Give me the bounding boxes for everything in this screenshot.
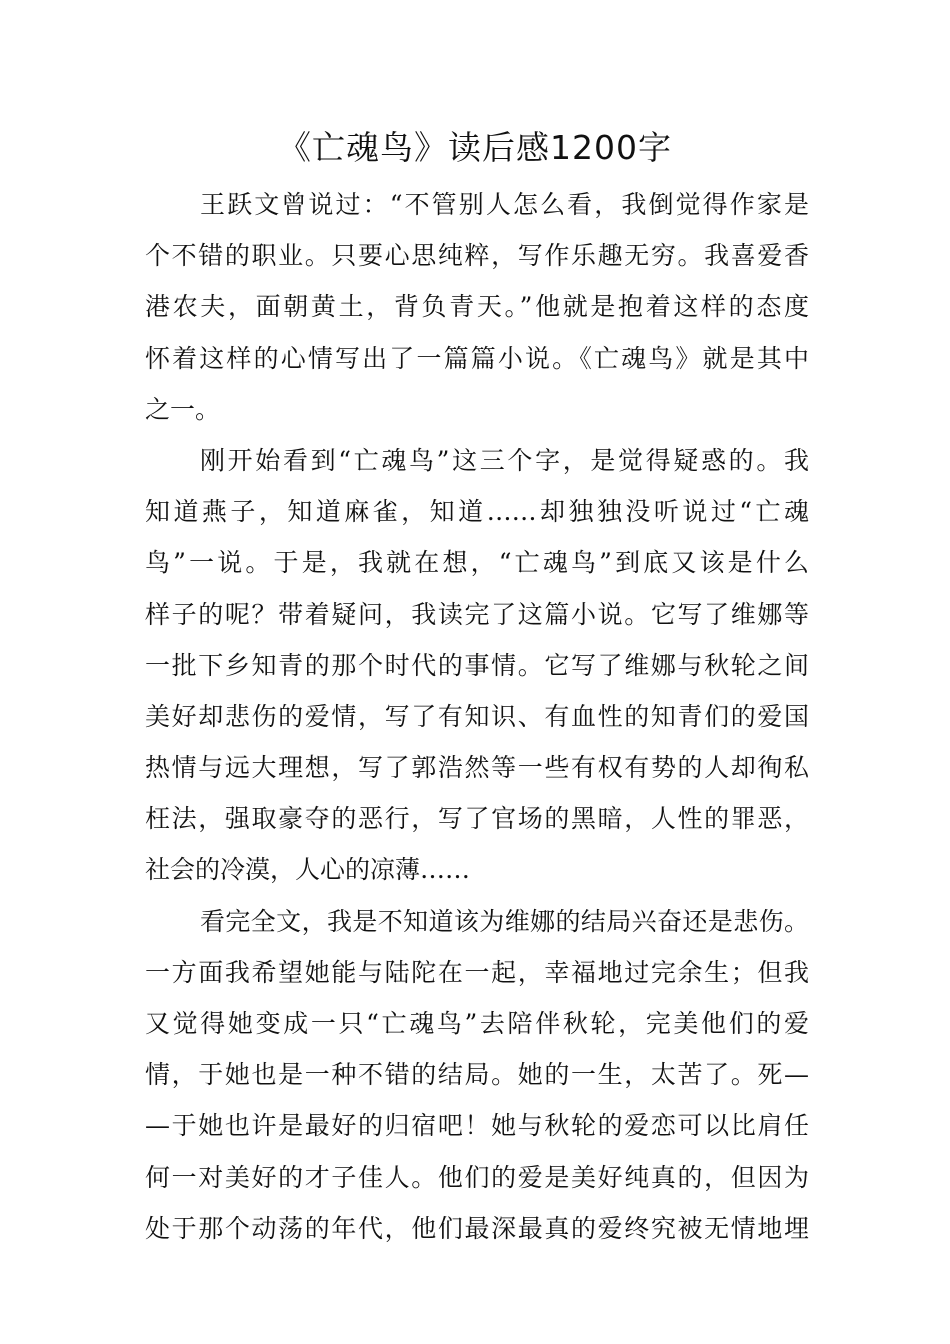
text-line: 又觉得她变成一只“亡魂鸟”去陪伴秋轮，完美他们的爱 <box>145 1009 809 1038</box>
text-line: 看完全文，我是不知道该为维娜的结局兴奋还是悲伤。 <box>200 906 809 936</box>
text-line: 之一。 <box>145 394 221 424</box>
text-line: 样子的呢？带着疑问，我读完了这篇小说。它写了维娜等 <box>145 599 809 629</box>
text-line: 王跃文曾说过：“不管别人怎么看，我倒觉得作家是 <box>200 190 809 219</box>
text-line: 知道燕子，知道麻雀，知道……却独独没听说过“亡魂 <box>145 497 809 527</box>
text-line: 一方面我希望她能与陆陀在一起，幸福地过完余生；但我 <box>145 957 809 987</box>
document-body <box>145 179 809 1254</box>
text-line: 个不错的职业。只要心思纯粹，写作乐趣无穷。我喜爱香 <box>145 241 809 271</box>
text-line: 热情与远大理想，写了郭浩然等一些有权有势的人却徇私 <box>145 753 809 783</box>
text-line: 何一对美好的才子佳人。他们的爱是美好纯真的，但因为 <box>145 1162 809 1192</box>
text-line: 枉法，强取豪夺的恶行，写了官场的黑暗，人性的罪恶， <box>145 804 809 834</box>
text-line: 怀着这样的心情写出了一篇篇小说。《亡魂鸟》就是其中 <box>145 343 809 373</box>
text-line: 社会的冷漠，人心的凉薄…… <box>145 855 471 885</box>
text-line: 美好却悲伤的爱情，写了有知识、有血性的知青们的爱国 <box>145 701 809 731</box>
document-title: 《亡魂鸟》读后感1200字 <box>278 128 672 167</box>
text-line: 情，于她也是一种不错的结局。她的一生，太苦了。死— <box>145 1060 809 1090</box>
text-line: 鸟”一说。于是，我就在想，“亡魂鸟”到底又该是什么 <box>145 548 809 578</box>
text-line: 刚开始看到“亡魂鸟”这三个字，是觉得疑惑的。我 <box>200 445 809 475</box>
text-line: 处于那个动荡的年代，他们最深最真的爱终究被无情地埋 <box>145 1213 809 1243</box>
text-line: 港农夫，面朝黄土，背负青天。”他就是抱着这样的态度 <box>145 292 809 322</box>
text-line: 一批下乡知青的那个时代的事情。它写了维娜与秋轮之间 <box>145 650 809 680</box>
text-line: —于她也许是最好的归宿吧！她与秋轮的爱恋可以比肩任 <box>145 1111 809 1141</box>
